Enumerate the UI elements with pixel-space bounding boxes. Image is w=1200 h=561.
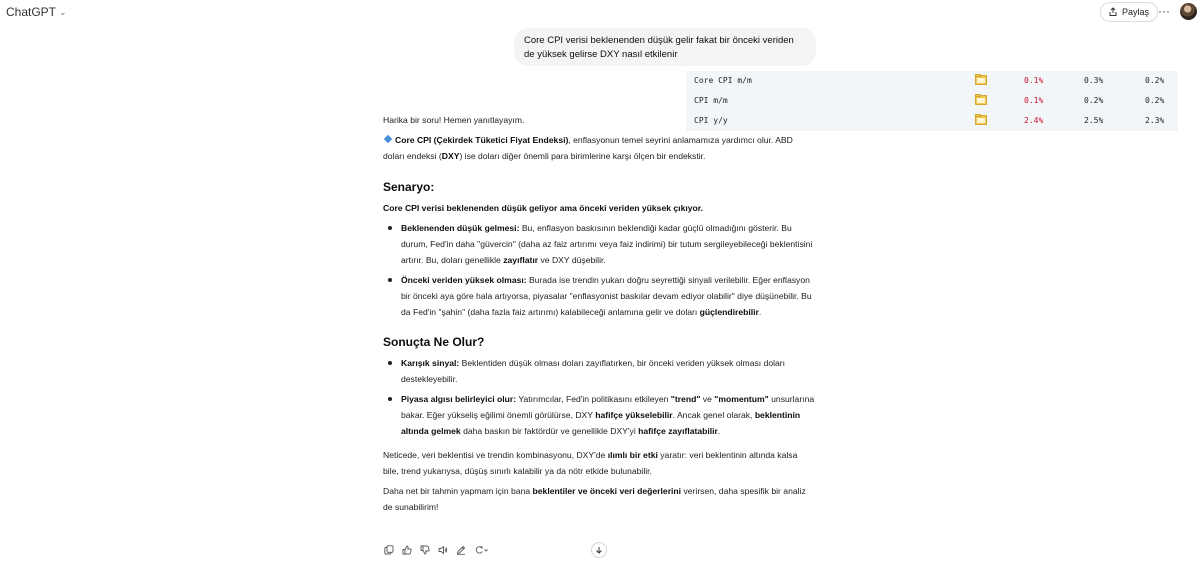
- edit-icon: [456, 545, 466, 555]
- row-label: CPI m/m: [694, 96, 728, 105]
- bold-text: "momentum": [714, 394, 769, 404]
- conclusion-paragraph: [383, 447, 815, 479]
- answer-paragraph: [383, 200, 815, 216]
- message-actions: [382, 543, 490, 556]
- regenerate-button[interactable]: [472, 543, 490, 556]
- text: yaratır: veri beklentinin altında kalsa bile, trend yukarıysa, düşüş sınırlı kalabilir ya da nötr etkide bulunabilir.: [383, 450, 798, 476]
- section-heading: Sonuçta Ne Olur?: [383, 335, 485, 349]
- scenario-list: [383, 220, 815, 320]
- row-label: Core CPI m/m: [694, 76, 752, 85]
- text: Daha net bir tahmin yapmam için bana: [383, 486, 533, 496]
- chevron-down-icon: ⌄: [59, 7, 67, 17]
- text: ve DXY düşebilir.: [538, 255, 606, 265]
- bold-text: DXY: [441, 151, 460, 161]
- bold-text: hafifçe zayıflatabilir: [638, 426, 718, 436]
- dislike-button[interactable]: [418, 543, 431, 556]
- thumbs-up-icon: [402, 545, 412, 555]
- forecast-value: 0.2%: [1084, 96, 1104, 105]
- bold-text: ılımlı bir etki: [607, 450, 658, 460]
- bold-text: hafifçe yükselebilir: [595, 410, 673, 420]
- actual-value: 0.1%: [1024, 96, 1044, 105]
- text: .: [717, 426, 721, 436]
- bold-text: Beklenenden düşük gelmesi:: [401, 223, 520, 233]
- forecast-value: 0.3%: [1084, 76, 1104, 85]
- like-button[interactable]: [400, 543, 413, 556]
- bold-text: Karışık sinyal:: [401, 358, 460, 368]
- answer-paragraph: [383, 132, 815, 164]
- bold-text: zayıflatır: [503, 255, 539, 265]
- arrow-down-icon: [595, 546, 603, 554]
- model-name: ChatGPT: [6, 5, 57, 19]
- text: Neticede, veri beklentisi ve trendin kombinasyonu, DXY'de: [383, 450, 608, 460]
- text: daha baskın bir faktördür ve genellikle DXY'yi: [460, 426, 639, 436]
- assistant-message: [383, 112, 815, 515]
- answer-intro: Harika bir soru! Hemen yanıtlayayım.: [383, 115, 525, 125]
- more-options-button[interactable]: ···: [1158, 4, 1170, 18]
- model-selector[interactable]: [6, 5, 67, 19]
- bold-text: Core CPI (Çekirdek Tüketici Fiyat Endeksi): [395, 135, 569, 145]
- list-item: [383, 355, 815, 387]
- copy-button[interactable]: [382, 543, 395, 556]
- folder-icon[interactable]: [975, 74, 987, 85]
- closing-paragraph: [383, 483, 815, 515]
- top-bar: [0, 0, 1200, 26]
- share-button[interactable]: [1100, 2, 1158, 22]
- bold-text: güçlendirebilir: [699, 307, 759, 317]
- bold-text: beklentiler ve önceki veri değerlerini: [532, 486, 682, 496]
- share-icon: [1108, 7, 1118, 17]
- text: unsurlarına bakar. Eğer yükseliş eğilimi önemli görülürse, DXY: [401, 394, 815, 420]
- folder-icon[interactable]: [975, 114, 987, 125]
- list-item: [383, 272, 815, 320]
- text: Burada ise trendin yukarı doğru seyrettiği sinyali verilebilir. Eğer enflasyon bir önceki aya göre hala artıyorsa, piyasalar "enflasyonist baskılar devam ediyor olabilir" diye düşünebilir. Bu da Fed'in "şahin" (daha fazla faiz artırımı) kalabileceği anlamına gelir ve doları: [401, 275, 812, 317]
- speaker-icon: [438, 545, 448, 555]
- copy-icon: [384, 545, 394, 555]
- regenerate-icon: [474, 545, 488, 555]
- actual-value: 0.1%: [1024, 76, 1044, 85]
- avatar[interactable]: [1180, 3, 1197, 20]
- text: ve: [700, 394, 715, 404]
- bold-text: Piyasa algısı belirleyici olur:: [401, 394, 517, 404]
- list-item: [383, 220, 815, 268]
- edit-button[interactable]: [454, 543, 467, 556]
- bold-text: Önceki veriden yüksek olması:: [401, 275, 527, 285]
- previous-value: 0.2%: [1145, 76, 1165, 85]
- table-row: [686, 91, 1178, 111]
- user-message-text: Core CPI verisi beklenenden düşük gelir fakat bir önceki veriden de yüksek gelirse DXY nasıl etkilenir: [524, 35, 794, 60]
- forecast-value: 2.5%: [1084, 116, 1104, 125]
- list-item: [383, 391, 815, 439]
- share-label: Paylaş: [1122, 7, 1150, 17]
- read-aloud-button[interactable]: [436, 543, 449, 556]
- thumbs-down-icon: [420, 545, 430, 555]
- actual-value: 2.4%: [1024, 116, 1044, 125]
- text: , enflasyonun temel seyrini anlamamıza yardımcı olur. ABD doları endeksi (: [383, 135, 793, 161]
- folder-icon[interactable]: [975, 94, 987, 105]
- previous-value: 0.2%: [1145, 96, 1165, 105]
- section-heading: Senaryo:: [383, 180, 435, 194]
- user-message-bubble: [514, 28, 816, 66]
- bold-text: Core CPI verisi beklenenden düşük geliyor ama önceki veriden yüksek çıkıyor.: [383, 203, 704, 213]
- text: Beklentiden düşük olması doları zayıflatırken, bir önceki veriden yüksek olması doları destekleyebilir.: [401, 358, 786, 384]
- row-label: CPI y/y: [694, 116, 728, 125]
- text: .: [758, 307, 762, 317]
- previous-value: 2.3%: [1145, 116, 1165, 125]
- text: . Ancak genel olarak,: [672, 410, 755, 420]
- text: Bu, enflasyon baskısının beklendiği kadar güçlü olmadığını gösterir. Bu durum, Fed'in daha "güvercin" (daha az faiz artırımı veya faiz indirimi) bir tutum sergileyebileceği beklentisini artırır. Bu, doları genellikle: [401, 223, 813, 265]
- text: verirsen, daha spesifik bir analiz de sunabilirim!: [383, 486, 806, 512]
- bold-text: beklentinin altında gelmek: [401, 410, 801, 436]
- scroll-to-bottom-button[interactable]: [591, 542, 607, 558]
- text: Yatırımcılar, Fed'in politikasını etkileyen: [516, 394, 671, 404]
- text: ) ise doları diğer önemli para birimlerine karşı ölçen bir endekstir.: [459, 151, 706, 161]
- result-list: [383, 355, 815, 439]
- blue-diamond-icon: [384, 135, 392, 143]
- table-row: [686, 71, 1178, 91]
- bold-text: "trend": [670, 394, 701, 404]
